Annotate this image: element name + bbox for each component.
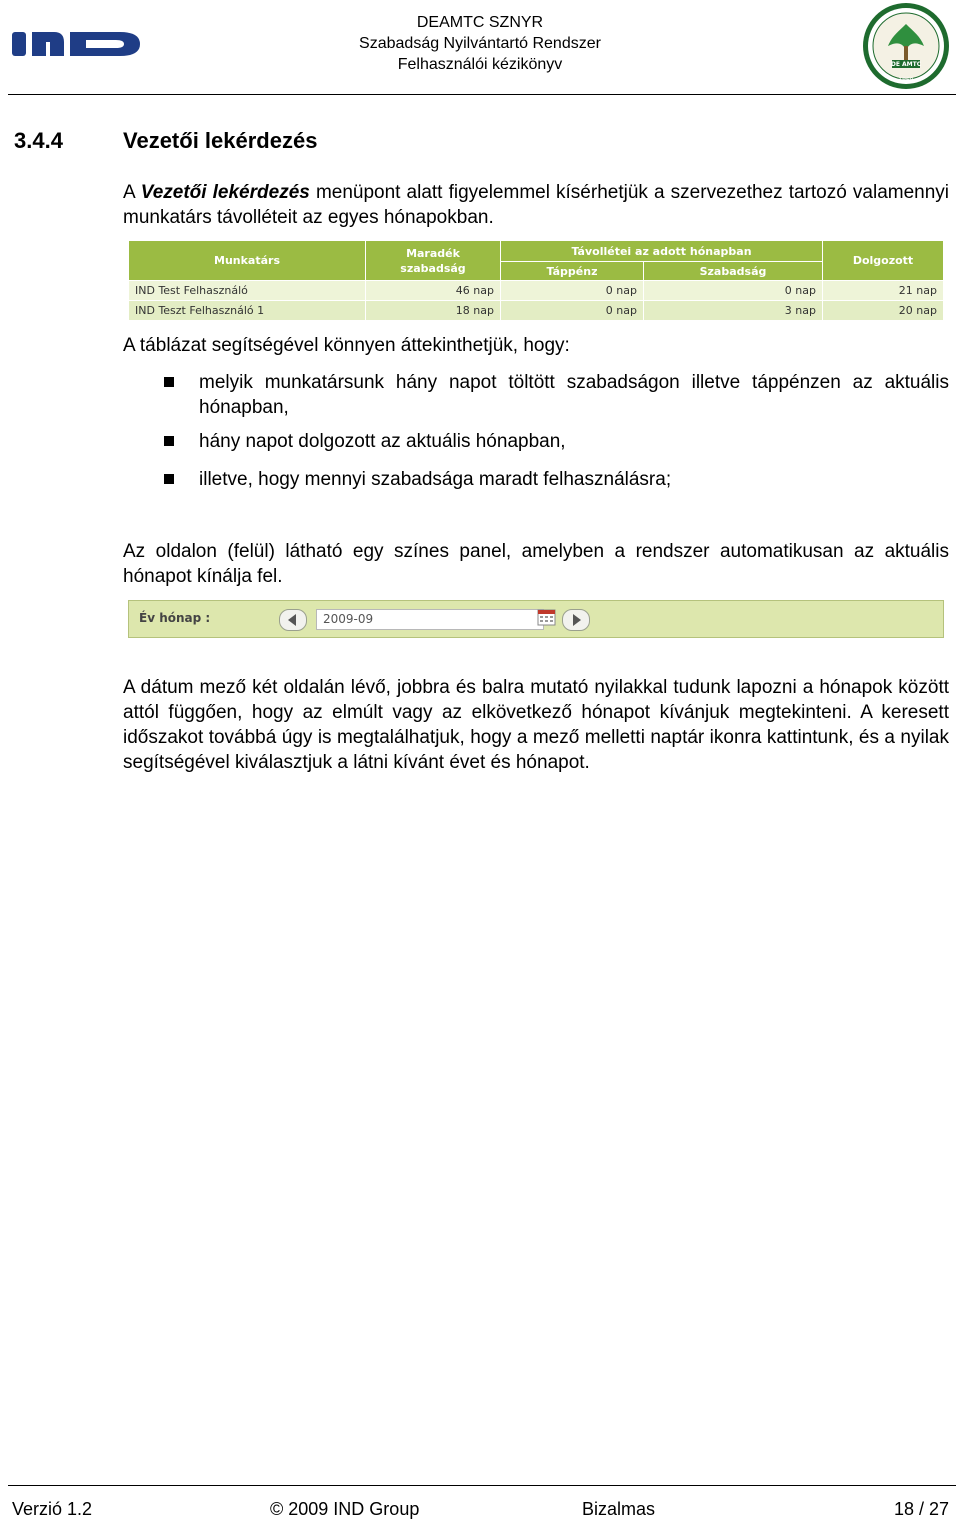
col-leave: Szabadság bbox=[644, 262, 823, 281]
cell-remaining: 46 nap bbox=[366, 281, 501, 301]
calendar-icon[interactable] bbox=[537, 608, 557, 626]
bullet-marker bbox=[164, 436, 174, 446]
footer-classification: Bizalmas bbox=[582, 1499, 656, 1519]
svg-text:1868: 1868 bbox=[898, 77, 914, 84]
cell-leave: 0 nap bbox=[644, 281, 823, 301]
header-line-2: Szabadság Nyilvántartó Rendszer bbox=[359, 35, 601, 52]
next-month-button[interactable] bbox=[562, 609, 590, 631]
cell-worked: 21 nap bbox=[823, 281, 944, 301]
footer-divider bbox=[8, 1485, 956, 1486]
arrow-right-icon bbox=[571, 614, 581, 626]
cell-sick: 0 nap bbox=[501, 301, 644, 321]
bullet-item-2: hány napot dolgozott az aktuális hónapban, bbox=[199, 431, 566, 452]
col-sick: Táppénz bbox=[501, 262, 644, 281]
table-row bbox=[129, 281, 944, 301]
manager-query-table bbox=[128, 240, 944, 321]
bullet-marker bbox=[164, 377, 174, 387]
page-header bbox=[0, 0, 960, 95]
section-title bbox=[14, 128, 317, 154]
cell-name: IND Test Felhasználó bbox=[129, 281, 366, 301]
ind-logo bbox=[12, 30, 142, 58]
cell-name: IND Teszt Felhasználó 1 bbox=[129, 301, 366, 321]
de-amtc-seal bbox=[862, 2, 950, 90]
navigation-paragraph: A dátum mező két oldalán lévő, jobbra és balra mutató nyilakkal tudunk lapozni a hónapok között attól függően, hogy az elmúlt vagy az elkövetkező hónapot kívánjuk megtekinteni. A keresett időszakot továbbá úgy is megtalálhatjuk, hogy a mező melletti naptár ikonra kattintunk, és a nyilak segítségével kiválasztjuk a látni kívánt évet és hónapot. bbox=[123, 677, 949, 773]
month-input[interactable]: 2009-09 bbox=[316, 609, 544, 630]
header-titles bbox=[320, 12, 640, 75]
section-number: 3.4.4 bbox=[14, 128, 63, 153]
svg-text:DE AMTC: DE AMTC bbox=[890, 61, 922, 68]
bullet-item-3: illetve, hogy mennyi szabadsága maradt felhasználásra; bbox=[199, 469, 672, 490]
header-divider bbox=[8, 94, 956, 95]
panel-paragraph: Az oldalon (felül) látható egy színes panel, amelyben a rendszer automatikusan az aktuális hónapot kínálja fel. bbox=[123, 541, 949, 587]
footer-version: Verzió 1.2 bbox=[12, 1499, 93, 1519]
cell-leave: 3 nap bbox=[644, 301, 823, 321]
col-remaining: Maradék szabadság bbox=[366, 241, 501, 281]
cell-worked: 20 nap bbox=[823, 301, 944, 321]
cell-remaining: 18 nap bbox=[366, 301, 501, 321]
intro-pre: A bbox=[123, 182, 141, 203]
intro-post: menüpont alatt figyelemmel kísérhetjük a szervezethez tartozó valamennyi munkatárs távolléteit az egyes hónapokban. bbox=[123, 182, 950, 228]
list-intro: A táblázat segítségével könnyen áttekinthetjük, hogy: bbox=[123, 335, 570, 356]
intro-emphasis: Vezetői lekérdezés bbox=[140, 182, 310, 203]
col-absences: Távollétei az adott hónapban bbox=[501, 241, 823, 262]
arrow-left-icon bbox=[288, 614, 298, 626]
cell-sick: 0 nap bbox=[501, 281, 644, 301]
footer-page-number: 18 / 27 bbox=[893, 1499, 949, 1519]
month-label: Év hónap : bbox=[139, 611, 211, 625]
month-picker-panel bbox=[128, 600, 944, 638]
bullet-item-1: melyik munkatársunk hány napot töltött szabadságon illetve táppénzen az aktuális hónapban, bbox=[199, 372, 949, 418]
prev-month-button[interactable] bbox=[279, 609, 307, 631]
bullet-marker bbox=[164, 474, 174, 484]
table-row bbox=[129, 301, 944, 321]
header-line-3: Felhasználói kézikönyv bbox=[397, 56, 563, 73]
col-worked: Dolgozott bbox=[823, 241, 944, 281]
section-heading: Vezetői lekérdezés bbox=[123, 128, 318, 153]
col-employee: Munkatárs bbox=[129, 241, 366, 281]
header-line-1: DEAMTC SZNYR bbox=[416, 14, 544, 31]
intro-paragraph bbox=[123, 180, 949, 230]
footer-copyright: © 2009 IND Group bbox=[270, 1499, 420, 1519]
